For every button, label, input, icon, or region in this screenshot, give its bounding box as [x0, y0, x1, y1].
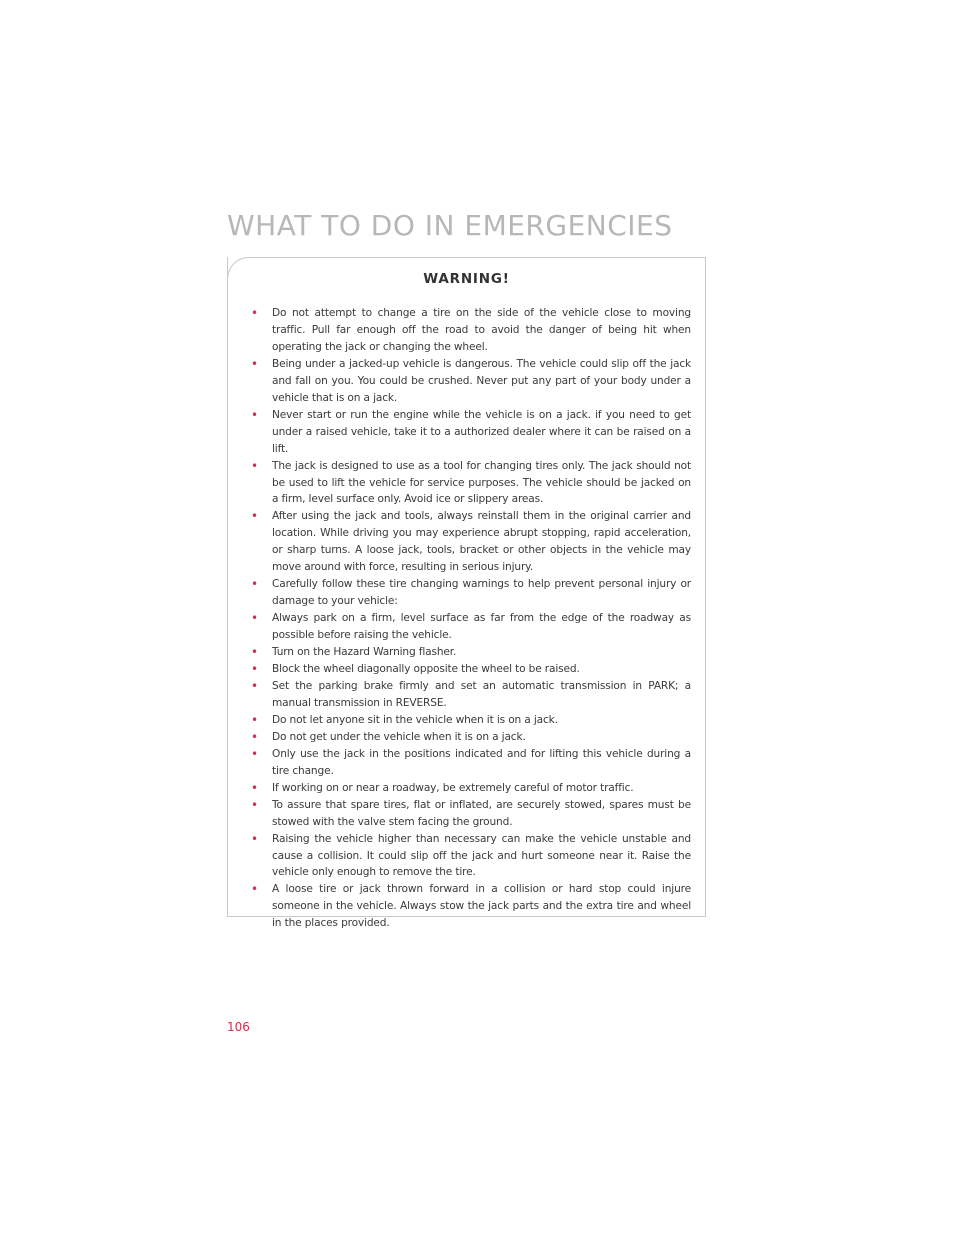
bullet-icon: •	[251, 356, 258, 371]
warning-item	[251, 746, 691, 780]
warning-item-text: Never start or run the engine while the vehicle is on a jack. if you need to get under a raised vehicle, take it to a authorized dealer where it can be raised on a lift.	[272, 408, 691, 455]
bullet-icon: •	[251, 780, 258, 795]
warning-item	[251, 797, 691, 831]
bullet-icon: •	[251, 746, 258, 761]
bullet-icon: •	[251, 611, 258, 626]
warning-item-text: Turn on the Hazard Warning flasher.	[272, 646, 457, 659]
warning-item-text: Do not let anyone sit in the vehicle when it is on a jack.	[272, 713, 558, 726]
bullet-icon: •	[251, 831, 258, 846]
bullet-icon: •	[251, 662, 258, 677]
warning-item	[251, 610, 691, 644]
warning-item-text: Do not get under the vehicle when it is on a jack.	[272, 730, 526, 743]
warning-item	[251, 780, 691, 797]
warning-heading: WARNING!	[423, 271, 510, 287]
warning-item-text: Do not attempt to change a tire on the side of the vehicle close to moving traffic. Pull far enough off the road to avoid the danger of being hit when operating the jack or changing the wheel.	[272, 307, 691, 353]
warning-item	[251, 712, 691, 729]
warning-item-text: Raising the vehicle higher than necessary can make the vehicle unstable and cause a collision. It could slip off the jack and hurt someone near it. Raise the vehicle only enough to remove the tire.	[272, 832, 691, 879]
warning-item	[251, 661, 691, 678]
page-number: 106	[227, 1020, 250, 1034]
warning-item-text: To assure that spare tires, flat or inflated, are securely stowed, spares must be stowed with the valve stem facing the ground.	[272, 798, 691, 828]
warning-item	[251, 729, 691, 746]
warning-item	[251, 831, 691, 882]
warning-list	[251, 305, 691, 932]
warning-item-text: Being under a jacked-up vehicle is dangerous. The vehicle could slip off the jack and fall on you. You could be crushed. Never put any part of your body under a vehicle that is on a jack.	[272, 357, 691, 404]
bullet-icon: •	[251, 729, 258, 744]
warning-item-text: Block the wheel diagonally opposite the wheel to be raised.	[272, 663, 580, 676]
bullet-icon: •	[251, 645, 258, 660]
warning-item-text: Always park on a firm, level surface as far from the edge of the roadway as possible before raising the vehicle.	[272, 612, 691, 642]
warning-item	[251, 305, 691, 356]
bullet-icon: •	[251, 882, 258, 897]
warning-box	[227, 257, 706, 930]
warning-item	[251, 458, 691, 509]
warning-item-text: Only use the jack in the positions indicated and for lifting this vehicle during a tire change.	[272, 747, 691, 777]
section-title: WHAT TO DO IN EMERGENCIES	[227, 209, 673, 242]
warning-item-text: The jack is designed to use as a tool for changing tires only. The jack should not be used to lift the vehicle for service purposes. The vehicle should be jacked on a firm, level surface only. Avoid ice or slippery areas.	[272, 459, 691, 506]
warning-item-text: After using the jack and tools, always reinstall them in the original carrier and location. While driving you may experience abrupt stopping, rapid acceleration, or sharp turns. A loose jack, tools, bracket or other objects in the vehicle may move around with force, resulting in serious injury.	[272, 510, 691, 574]
warning-item	[251, 678, 691, 712]
bullet-icon: •	[251, 509, 258, 524]
warning-box-top-border	[248, 257, 706, 258]
bullet-icon: •	[251, 678, 258, 693]
warning-item-text: Set the parking brake firmly and set an automatic transmission in PARK; a manual transmission in REVERSE.	[272, 679, 691, 709]
warning-item-text: Carefully follow these tire changing warnings to help prevent personal injury or damage to your vehicle:	[272, 578, 691, 608]
warning-item-text: If working on or near a roadway, be extremely careful of motor traffic.	[272, 781, 634, 794]
bullet-icon: •	[251, 458, 258, 473]
warning-item	[251, 881, 691, 932]
warning-item	[251, 508, 691, 576]
bullet-icon: •	[251, 797, 258, 812]
bullet-icon: •	[251, 306, 258, 320]
warning-item	[251, 576, 691, 610]
warning-item-text: A loose tire or jack thrown forward in a collision or hard stop could injure someone in the vehicle. Always stow the jack parts and the extra tire and wheel in the places provided.	[272, 883, 691, 930]
bullet-icon: •	[251, 577, 258, 592]
warning-item	[251, 644, 691, 661]
bullet-icon: •	[251, 712, 258, 727]
bullet-icon: •	[251, 407, 258, 422]
warning-item	[251, 407, 691, 458]
warning-item	[251, 356, 691, 407]
